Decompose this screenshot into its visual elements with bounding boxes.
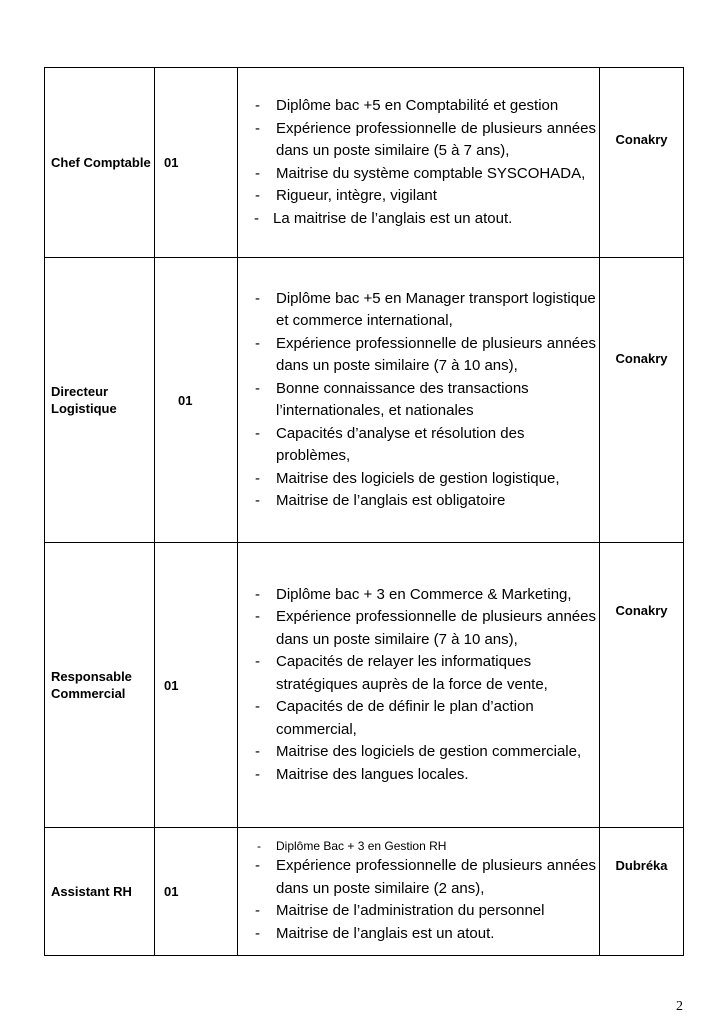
position-quantity: 01 [155, 543, 238, 828]
position-title: Directeur Logistique [45, 258, 155, 543]
requirements-cell [238, 258, 600, 543]
requirement-item: - Capacités de de définir le plan d’action commercial, [238, 696, 599, 741]
requirements-list [238, 288, 599, 513]
location-cell [600, 828, 684, 956]
requirements-list [238, 95, 599, 230]
requirement-item: - Expérience professionnelle de plusieurs années dans un poste similaire (2 ans), [238, 855, 599, 900]
position-location: Conakry [615, 132, 668, 147]
location-cell [600, 258, 684, 543]
table-row [45, 68, 684, 258]
location-cell [600, 68, 684, 258]
position-title: Responsable Commercial [45, 543, 155, 828]
position-location: Conakry [615, 603, 668, 618]
requirement-item: - Capacités d’analyse et résolution des problèmes, [238, 423, 599, 468]
requirements-cell [238, 68, 600, 258]
requirement-item: - Maitrise de l’administration du personnel [238, 900, 599, 923]
requirement-item: - Diplôme bac +5 en Manager transport logistique et commerce international, [238, 288, 599, 333]
position-location: Dubréka [615, 858, 668, 873]
requirement-item: - Diplôme bac + 3 en Commerce & Marketing, [238, 584, 599, 607]
position-location: Conakry [615, 351, 668, 366]
requirement-item: - Rigueur, intègre, vigilant [238, 185, 599, 208]
requirement-item: - Expérience professionnelle de plusieurs années dans un poste similaire (7 à 10 ans), [238, 333, 599, 378]
requirement-item: - Maitrise des logiciels de gestion logistique, [238, 468, 599, 491]
requirement-item: - Maitrise de l’anglais est un atout. [238, 923, 599, 946]
location-cell [600, 543, 684, 828]
requirement-item: - Maitrise de l’anglais est obligatoire [238, 490, 599, 513]
table-row [45, 828, 684, 956]
requirement-item: - Bonne connaissance des transactions l’internationales, et nationales [238, 378, 599, 423]
requirement-item: - Maitrise des logiciels de gestion commerciale, [238, 741, 599, 764]
requirements-cell [238, 543, 600, 828]
page-number: 2 [676, 999, 683, 1014]
table-row [45, 543, 684, 828]
requirement-item: - Maitrise du système comptable SYSCOHADA, [238, 163, 599, 186]
requirement-item: - La maitrise de l’anglais est un atout. [238, 208, 599, 231]
requirement-item: - Capacités de relayer les informatiques stratégiques auprès de la force de vente, [238, 651, 599, 696]
requirements-list [238, 838, 599, 945]
table-row [45, 258, 684, 543]
requirement-item: - Expérience professionnelle de plusieurs années dans un poste similaire (7 à 10 ans), [238, 606, 599, 651]
position-title: Assistant RH [45, 828, 155, 956]
position-quantity: 01 [155, 68, 238, 258]
job-positions-table [44, 67, 684, 956]
requirement-item: - Diplôme Bac + 3 en Gestion RH [238, 838, 599, 855]
position-title: Chef Comptable [45, 68, 155, 258]
position-quantity: 01 [155, 828, 238, 956]
requirement-item: - Expérience professionnelle de plusieurs années dans un poste similaire (5 à 7 ans), [238, 118, 599, 163]
position-quantity: 01 [155, 258, 238, 543]
requirement-item: - Maitrise des langues locales. [238, 764, 599, 787]
requirements-list [238, 584, 599, 787]
requirement-item: - Diplôme bac +5 en Comptabilité et gestion [238, 95, 599, 118]
requirements-cell [238, 828, 600, 956]
